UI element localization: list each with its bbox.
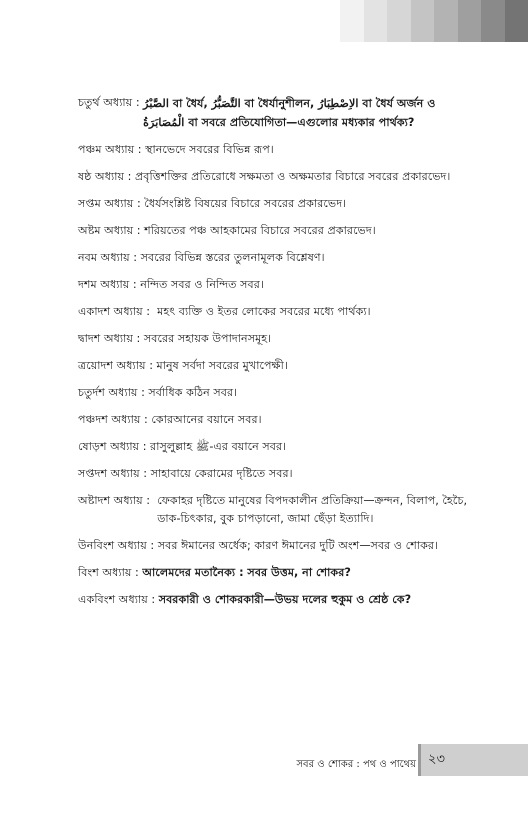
toc-entry bbox=[78, 465, 473, 483]
toc-entry bbox=[78, 564, 473, 582]
chapter-label: ত্রয়োদশ অধ্যায় bbox=[78, 359, 146, 372]
chapter-label: চতুর্দশ অধ্যায় bbox=[78, 386, 138, 399]
chapter-description bbox=[144, 195, 473, 213]
chapter-description bbox=[151, 465, 473, 483]
description-text: রাসুলুল্লাহ bbox=[150, 440, 196, 453]
toc-entry bbox=[78, 222, 473, 240]
chapter-description bbox=[144, 222, 473, 240]
arabic-term: ﷺ bbox=[195, 440, 210, 453]
chapter-label: সপ্তদশ অধ্যায় bbox=[78, 467, 140, 480]
arabic-term: الصَّبْرُ bbox=[143, 96, 169, 110]
toc-entry bbox=[78, 94, 473, 132]
chapter-separator: : bbox=[132, 96, 144, 109]
description-text: মানুষ সর্বদা সবরের মুখাপেক্ষী। bbox=[156, 359, 288, 372]
toc-entry bbox=[78, 357, 473, 375]
chapter-description bbox=[144, 330, 473, 348]
chapter-separator: : bbox=[142, 494, 158, 507]
description-text: বা ধৈর্য, bbox=[168, 97, 212, 110]
chapter-label: চতুর্থ অধ্যায় bbox=[78, 96, 133, 109]
header-stripe bbox=[458, 0, 482, 42]
description-text: সবরকারী ও শোকরকারী—উভয় দলের হুকুম ও শ্রেষ্ঠ কে? bbox=[158, 593, 412, 606]
chapter-description bbox=[159, 591, 473, 609]
chapter-description bbox=[135, 168, 473, 186]
chapter-separator: : bbox=[146, 539, 158, 552]
chapter-label: সপ্তম অধ্যায় bbox=[78, 197, 134, 210]
toc-entry bbox=[78, 591, 473, 609]
chapter-description bbox=[141, 249, 473, 267]
toc-entry bbox=[78, 438, 473, 456]
description-text: -এর বয়ানে সবর। bbox=[209, 440, 287, 453]
description-text: শরিয়তের পঞ্চ আহকামের বিচারে সবরের প্রকারভেদ। bbox=[144, 224, 376, 237]
chapter-description bbox=[151, 411, 473, 429]
chapter-separator: : bbox=[139, 440, 151, 453]
chapter-separator: : bbox=[134, 143, 146, 156]
page-tab-edge bbox=[418, 744, 421, 776]
chapter-label: অষ্টাদশ অধ্যায় bbox=[78, 494, 143, 507]
chapter-description bbox=[145, 141, 473, 159]
description-text: ধৈর্যসংশ্লিষ্ট বিষয়ের বিচারে সবরের প্রকারভেদ। bbox=[144, 197, 347, 210]
description-text: বা সবরে প্রতিযোগিতা—এগুলোর মধ্যকার পার্থক্য? bbox=[184, 116, 415, 129]
chapter-description bbox=[150, 438, 473, 456]
toc-entry bbox=[78, 195, 473, 213]
chapter-separator: : bbox=[129, 251, 141, 264]
chapter-separator: : bbox=[137, 386, 149, 399]
arabic-term: الاِصْطِبَارُ bbox=[318, 96, 359, 110]
chapter-label: দশম অধ্যায় bbox=[78, 278, 130, 291]
header-stripes bbox=[340, 0, 528, 42]
description-text: মহৎ ব্যক্তি ও ইতর লোকের সবরের মধ্যে পার্থক্য। bbox=[157, 305, 371, 318]
toc-entry bbox=[78, 168, 473, 186]
chapter-description bbox=[157, 357, 473, 375]
toc-entry bbox=[78, 141, 473, 159]
description-text: সবরের বিভিন্ন স্তরের তুলনামূলক বিশ্লেষণ। bbox=[140, 251, 325, 264]
header-stripe bbox=[505, 0, 528, 42]
toc-entry bbox=[78, 330, 473, 348]
toc-entry bbox=[78, 537, 473, 555]
chapter-label: ষোড়শ অধ্যায় bbox=[78, 440, 140, 453]
header-stripe bbox=[340, 0, 364, 42]
chapter-label: একাদশ অধ্যায় bbox=[78, 305, 143, 318]
header-stripe bbox=[481, 0, 505, 42]
chapter-description bbox=[158, 537, 473, 555]
chapter-separator: : bbox=[145, 359, 157, 372]
description-text: নন্দিত সবর ও নিন্দিত সবর। bbox=[140, 278, 264, 291]
chapter-separator: : bbox=[142, 305, 158, 318]
chapter-separator: : bbox=[129, 278, 141, 291]
toc-entry bbox=[78, 276, 473, 294]
header-stripe bbox=[387, 0, 411, 42]
description-text: বা ধৈর্য অর্জন ও bbox=[358, 97, 436, 110]
table-of-contents bbox=[78, 94, 473, 618]
toc-entry bbox=[78, 411, 473, 429]
chapter-label: একবিংশ অধ্যায় bbox=[78, 593, 148, 606]
chapter-separator: : bbox=[140, 413, 152, 426]
description-text: স্থানভেদে সবরের বিভিন্ন রূপ। bbox=[145, 143, 274, 156]
toc-entry bbox=[78, 384, 473, 402]
chapter-description bbox=[142, 564, 473, 582]
arabic-term: الْمُصَابَرَةُ bbox=[143, 115, 185, 129]
page-number: ২৩ bbox=[428, 751, 445, 767]
chapter-label: বিংশ অধ্যায় bbox=[78, 566, 132, 579]
description-text: সর্বাধিক কঠিন সবর। bbox=[148, 386, 238, 399]
chapter-label: পঞ্চদশ অধ্যায় bbox=[78, 413, 141, 426]
page-number-tab bbox=[418, 744, 528, 776]
description-text: সাহাবায়ে কেরামের দৃষ্টিতে সবর। bbox=[150, 467, 293, 480]
description-text: সবরের সহায়ক উপাদানসমূহ। bbox=[143, 332, 272, 345]
description-text: কোরআনের বয়ানে সবর। bbox=[151, 413, 262, 426]
chapter-description bbox=[140, 276, 473, 294]
arabic-term: التَّصَبُّرُ bbox=[211, 96, 241, 110]
description-text: সবর ঈমানের অর্ধেক; কারণ ঈমানের দুটি অংশ—সবর ও শোকর। bbox=[157, 539, 439, 552]
chapter-label: ষষ্ঠ অধ্যায় bbox=[78, 170, 125, 183]
chapter-description bbox=[157, 303, 473, 321]
chapter-separator: : bbox=[133, 197, 145, 210]
running-footer-title: সবর ও শোকর : পথ ও পাথেয় bbox=[296, 759, 416, 770]
chapter-separator: : bbox=[147, 593, 159, 606]
chapter-description bbox=[148, 384, 473, 402]
header-stripe bbox=[411, 0, 435, 42]
chapter-label: অষ্টম অধ্যায় bbox=[78, 224, 134, 237]
description-text: বা ধৈর্যানুশীলন, bbox=[240, 97, 319, 110]
description-text: ফেকাহর দৃষ্টিতে মানুষের বিপদকালীন প্রতিক্রিয়া—ক্রন্দন, বিলাপ, হৈচৈ, ডাক-চিৎকার, বুক চাপড়ানো, জামা ছেঁড়া ইত্যাদি। bbox=[157, 494, 468, 525]
chapter-label: দ্বাদশ অধ্যায় bbox=[78, 332, 133, 345]
chapter-separator: : bbox=[139, 467, 151, 480]
chapter-separator: : bbox=[124, 170, 135, 183]
chapter-separator: : bbox=[133, 224, 145, 237]
header-stripe bbox=[434, 0, 458, 42]
toc-entry bbox=[78, 492, 473, 528]
chapter-label: নবম অধ্যায় bbox=[78, 251, 130, 264]
toc-entry bbox=[78, 303, 473, 321]
chapter-description bbox=[143, 94, 473, 132]
description-text: প্রবৃত্তিশক্তির প্রতিরোধে সক্ষমতা ও অক্ষমতার বিচারে সবরের প্রকারভেদ। bbox=[134, 170, 451, 183]
description-text: আলেমদের মতানৈক্য : সবর উত্তম, না শোকর? bbox=[142, 566, 351, 579]
chapter-description bbox=[157, 492, 473, 528]
chapter-separator: : bbox=[132, 332, 144, 345]
chapter-label: পঞ্চম অধ্যায় bbox=[78, 143, 135, 156]
toc-entry bbox=[78, 249, 473, 267]
chapter-label: উনবিংশ অধ্যায় bbox=[78, 539, 147, 552]
header-stripe bbox=[364, 0, 388, 42]
chapter-separator: : bbox=[131, 566, 143, 579]
